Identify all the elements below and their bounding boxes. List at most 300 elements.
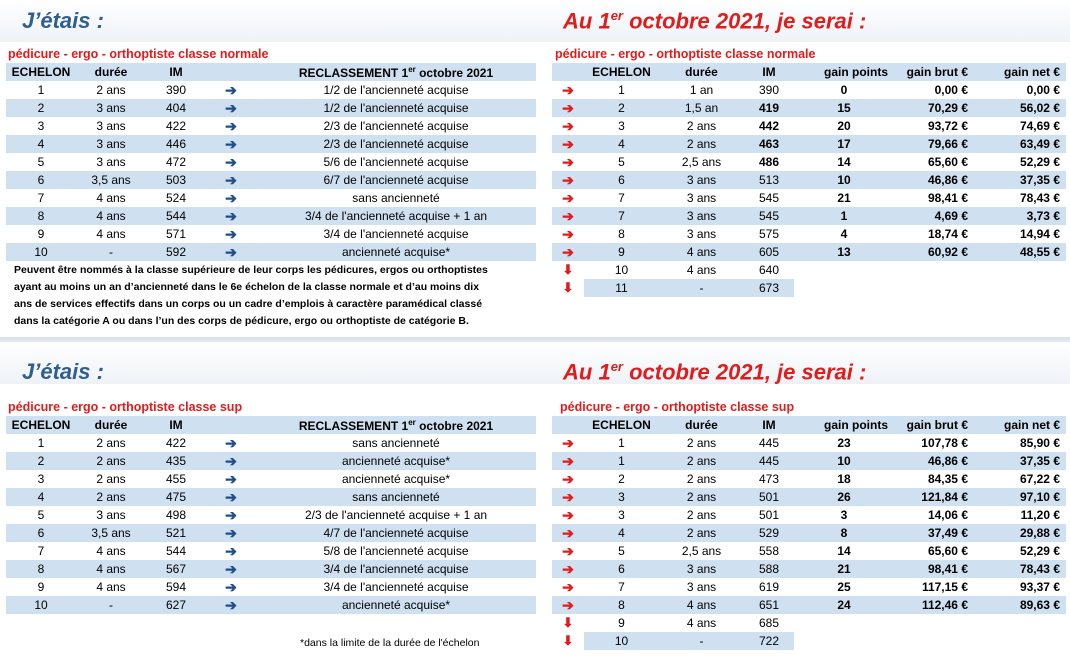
gain-brut-cell: 65,60 € [927,155,968,169]
right-arrow-icon: ➔ [225,560,237,577]
echelon-cell: 3 [37,472,45,486]
echelon-cell: 11 [615,281,628,295]
table-row [552,560,1066,578]
right-arrow-icon: ➔ [225,243,237,260]
im-cell: 442 [758,119,780,133]
reclassement-cell: 2/3 de l'ancienneté acquise [323,119,469,133]
column-header: ECHELON [592,418,651,432]
duree-cell: 2 ans [686,119,717,133]
im-cell: 567 [165,562,187,576]
table-row [6,560,536,578]
duree-cell: - [109,598,113,612]
column-header: durée [685,65,718,79]
table-row [6,470,536,488]
title-band [0,342,1070,384]
red-right-arrow-icon: ➔ [562,596,574,613]
column-header: RECLASSEMENT 1er octobre 2021 [298,417,494,433]
note-line: dans la catégorie A ou dans l’un des corps de pédicure, ergo ou orthoptiste de catégorie B. [14,315,469,327]
im-cell: 673 [758,281,780,295]
table-row [552,81,1066,99]
gain-net-cell: 74,69 € [1019,119,1060,133]
right-arrow-icon: ➔ [225,470,237,487]
red-right-arrow-icon: ➔ [562,225,574,242]
table-row [552,189,1066,207]
table-row [552,279,1066,297]
table-header [552,416,1066,434]
duree-cell: - [699,634,704,648]
column-header: ECHELON [592,65,651,79]
column-header: ECHELON [11,418,71,432]
right-arrow-icon: ➔ [225,189,237,206]
table-row [6,434,536,452]
im-cell: 455 [165,472,187,486]
gain-points-cell: 10 [837,454,851,468]
gain-brut-cell: 18,74 € [927,227,968,241]
gain-net-cell: 78,43 € [1019,562,1060,576]
gain-brut-cell [894,632,974,650]
im-cell: 558 [758,544,780,558]
table-row [6,596,536,614]
column-header: durée [94,418,128,432]
red-right-arrow-icon: ➔ [562,153,574,170]
duree-cell: 1,5 an [684,101,719,115]
gain-net-cell: 11,20 € [1020,508,1060,522]
table-row [552,452,1066,470]
im-cell: 651 [758,598,780,612]
gain-net-cell: 37,35 € [1019,173,1060,187]
echelon-cell: 2 [618,101,625,115]
footnote: *dans la limite de la durée de l'échelon [300,637,480,649]
echelon-cell: 10 [614,634,629,648]
red-right-arrow-icon: ➔ [562,243,574,260]
echelon-cell: 6 [618,173,625,187]
gain-points-cell: 14 [837,544,851,558]
im-cell: 513 [758,173,780,187]
gain-brut-cell: 46,86 € [927,454,968,468]
right-arrow-icon: ➔ [225,207,237,224]
table-row [552,524,1066,542]
red-down-arrow-icon: ⬇ [552,614,584,632]
im-cell: 422 [165,436,187,450]
echelon-cell: 4 [618,137,625,151]
im-cell: 472 [165,155,187,169]
table-row [552,434,1066,452]
table-row [6,452,536,470]
echelon-cell: 5 [618,155,625,169]
table-row [552,99,1066,117]
duree-cell: 2 ans [686,472,717,486]
red-right-arrow-icon: ➔ [562,578,574,595]
red-down-arrow-icon: ⬇ [552,279,584,297]
echelon-cell: 10 [34,245,48,259]
table-row [552,207,1066,225]
echelon-cell: 8 [618,598,625,612]
reclassement-cell: 3/4 de l'ancienneté acquise [323,562,469,576]
im-cell: 529 [758,526,780,540]
table-row [6,171,536,189]
echelon-cell: 7 [618,209,625,223]
echelon-cell: 7 [618,580,625,594]
echelon-cell: 1 [37,436,45,450]
duree-cell: 3 ans [686,209,717,223]
gain-brut-cell: 98,41 € [927,562,968,576]
duree-cell: 2 ans [96,454,126,468]
table-row [552,596,1066,614]
echelon-cell: 3 [618,508,625,522]
echelon-cell: 3 [618,119,625,133]
table-after [552,416,1066,650]
column-header: RECLASSEMENT 1er octobre 2021 [298,64,494,80]
gain-brut-cell: 98,41 € [927,191,968,205]
im-cell: 404 [165,101,187,115]
table-row [6,506,536,524]
im-cell: 685 [758,616,780,630]
column-header: gain points [824,65,888,79]
im-cell: 545 [758,191,780,205]
column-header: durée [685,418,718,432]
right-arrow-icon: ➔ [225,99,237,116]
column-header: gain points [824,418,888,432]
column-header: gain brut € [906,418,968,432]
im-cell: 419 [758,101,780,115]
note-line: ans de services effectifs dans un corps ou un cadre d’emplois à caractère paramédical classé [14,298,483,310]
echelon-cell: 4 [37,137,45,151]
red-right-arrow-icon: ➔ [562,171,574,188]
im-cell: 390 [165,83,187,97]
reclassement-cell: ancienneté acquise* [341,472,451,486]
duree-cell: 4 ans [686,598,717,612]
right-arrow-icon: ➔ [225,135,237,152]
column-header: IM [169,418,183,432]
duree-cell: 2 ans [686,436,717,450]
duree-cell: 3,5 ans [91,173,131,187]
table-row [552,171,1066,189]
im-cell: 640 [758,263,780,277]
gain-points-cell: 8 [840,526,848,540]
table-row [6,542,536,560]
duree-cell: 2,5 ans [681,155,722,169]
im-cell: 498 [165,508,187,522]
gain-brut-cell: 0,00 € [934,83,968,97]
echelon-cell: 2 [37,454,45,468]
reclassement-cell: 3/4 de l'ancienneté acquise + 1 an [304,209,488,223]
gain-points-cell [794,279,894,297]
echelon-cell: 1 [37,83,45,97]
right-arrow-icon: ➔ [225,542,237,559]
table-row [6,189,536,207]
echelon-cell: 2 [37,101,45,115]
table-row [552,225,1066,243]
gain-brut-cell: 93,72 € [927,119,968,133]
gain-brut-cell: 121,84 € [921,490,968,504]
gain-net-cell: 56,02 € [1019,101,1060,115]
echelon-cell: 8 [37,209,45,223]
reclassement-cell: 3/4 de l'ancienneté acquise [323,227,469,241]
gain-net-cell: 97,10 € [1019,490,1060,504]
echelon-cell: 1 [618,436,625,450]
im-cell: 463 [758,137,780,151]
gain-points-cell: 21 [837,562,851,576]
duree-cell: 4 ans [96,191,126,205]
reclassement-cell: 6/7 de l'ancienneté acquise [323,173,469,187]
red-right-arrow-icon: ➔ [562,488,574,505]
gain-brut-cell: 84,35 € [927,472,968,486]
duree-cell: 3 ans [96,119,126,133]
gain-brut-cell: 79,66 € [927,137,968,151]
duree-cell: 4 ans [686,245,717,259]
table-row [552,261,1066,279]
red-right-arrow-icon: ➔ [562,506,574,523]
echelon-cell: 4 [37,490,45,504]
gain-points-cell: 0 [840,83,848,97]
reclassement-cell: sans ancienneté [352,490,440,504]
gain-brut-cell: 46,86 € [927,173,968,187]
right-arrow-icon: ➔ [225,524,237,541]
column-header: gain net € [1003,418,1060,432]
echelon-cell: 6 [618,562,625,576]
table-row [552,542,1066,560]
column-header [206,416,256,434]
duree-cell: 4 ans [686,616,717,630]
table-after [552,63,1066,297]
gain-brut-cell: 4,69 € [934,209,968,223]
gain-points-cell: 17 [837,137,851,151]
gain-points-cell: 25 [837,580,851,594]
duree-cell: 2 ans [96,436,126,450]
echelon-cell: 1 [618,454,625,468]
gain-net-cell: 78,43 € [1019,191,1060,205]
gain-brut-cell: 65,60 € [927,544,968,558]
title-before: J’étais : [22,359,104,384]
table-row [552,135,1066,153]
table-row [6,207,536,225]
column-header: IM [762,418,776,432]
duree-cell: - [109,245,113,259]
red-right-arrow-icon: ➔ [562,524,574,541]
gain-net-cell: 29,88 € [1019,526,1060,540]
echelon-cell: 5 [618,544,625,558]
reclassement-cell: 1/2 de l'ancienneté acquise [323,83,469,97]
im-cell: 486 [758,155,780,169]
reclassement-cell: sans ancienneté [352,191,440,205]
im-cell: 445 [758,454,780,468]
duree-cell: 4 ans [96,562,126,576]
gain-brut-cell: 70,29 € [927,101,968,115]
table-before [6,416,536,614]
gain-net-cell [974,632,1066,650]
column-header: IM [169,65,183,79]
reclassement-cell: 2/3 de l'ancienneté acquise + 1 an [304,508,488,522]
gain-net-cell: 67,22 € [1019,472,1060,486]
column-header: gain brut € [906,65,968,79]
duree-cell: 2 ans [96,490,126,504]
im-cell: 524 [165,191,187,205]
table-row [552,243,1066,261]
im-cell: 521 [165,526,187,540]
gain-brut-cell: 60,92 € [927,245,968,259]
echelon-cell: 8 [618,227,625,241]
right-arrow-icon: ➔ [225,578,237,595]
im-cell: 575 [758,227,780,241]
red-right-arrow-icon: ➔ [562,135,574,152]
panel-classe-sup [0,342,1070,656]
duree-cell: 3 ans [96,137,126,151]
gain-points-cell: 13 [837,245,851,259]
im-cell: 544 [165,209,187,223]
im-cell: 627 [165,598,187,612]
table-row [552,153,1066,171]
im-cell: 545 [758,209,780,223]
red-right-arrow-icon: ➔ [562,99,574,116]
column-header: gain net € [1003,65,1060,79]
note-line: Peuvent être nommés à la classe supérieure de leur corps les pédicures, ergos ou orthoptistes [14,264,488,276]
table-row [6,578,536,596]
title-band [0,0,1070,42]
class-label-left: pédicure - ergo - orthoptiste classe sup [8,400,243,414]
echelon-cell: 3 [37,119,45,133]
duree-cell: 3 ans [686,580,717,594]
duree-cell: 4 ans [96,580,126,594]
echelon-cell: 10 [34,598,48,612]
column-header [552,63,584,81]
duree-cell: 3 ans [96,508,126,522]
reclassement-cell: ancienneté acquise* [341,454,451,468]
right-arrow-icon: ➔ [225,434,237,451]
echelon-cell: 5 [37,508,45,522]
echelon-cell: 2 [618,472,625,486]
right-arrow-icon: ➔ [225,171,237,188]
column-header: ECHELON [11,65,71,79]
red-down-arrow-icon: ⬇ [552,632,584,650]
right-arrow-icon: ➔ [225,596,237,613]
gain-points-cell: 24 [837,598,851,612]
red-right-arrow-icon: ➔ [562,560,574,577]
im-cell: 390 [758,83,780,97]
echelon-cell: 7 [618,191,625,205]
duree-cell: 2 ans [96,83,126,97]
echelon-cell: 3 [618,490,625,504]
echelon-cell: 9 [618,245,625,259]
gain-brut-cell [894,614,974,632]
table-before [6,63,536,261]
echelon-cell: 5 [37,155,45,169]
duree-cell: 3 ans [96,101,126,115]
reclassement-cell: 5/8 de l'ancienneté acquise [323,544,469,558]
gain-points-cell: 1 [840,209,848,223]
gain-net-cell: 93,37 € [1019,580,1060,594]
im-cell: 501 [758,508,780,522]
im-cell: 722 [758,634,780,648]
right-arrow-icon: ➔ [225,117,237,134]
red-right-arrow-icon: ➔ [562,81,574,98]
im-cell: 544 [165,544,187,558]
table-header [552,63,1066,81]
gain-points-cell [794,632,894,650]
class-label-right: pédicure - ergo - orthoptiste classe sup [560,400,795,414]
duree-cell: 2 ans [686,490,717,504]
duree-cell: 4 ans [96,227,126,241]
table-header [6,416,536,434]
table-row [6,524,536,542]
duree-cell: 4 ans [96,209,126,223]
red-right-arrow-icon: ➔ [562,542,574,559]
right-arrow-icon: ➔ [225,506,237,523]
im-cell: 446 [165,137,187,151]
reclassement-cell: ancienneté acquise* [341,245,451,259]
duree-cell: 2 ans [686,508,717,522]
gain-brut-cell [894,261,974,279]
table-row [6,153,536,171]
echelon-cell: 6 [37,526,45,540]
table-row [6,243,536,261]
red-right-arrow-icon: ➔ [562,434,574,451]
gain-net-cell [974,261,1066,279]
note-promotion [14,262,488,330]
table-row [552,614,1066,632]
gain-points-cell: 21 [837,191,851,205]
im-cell: 445 [758,436,780,450]
gain-net-cell: 63,49 € [1019,137,1060,151]
duree-cell: 3 ans [686,227,717,241]
gain-points-cell [794,261,894,279]
gain-points-cell [794,614,894,632]
duree-cell: 4 ans [686,263,717,277]
column-header: IM [762,65,776,79]
duree-cell: 4 ans [96,544,126,558]
echelon-cell: 9 [618,616,625,630]
echelon-cell: 6 [37,173,45,187]
echelon-cell: 9 [37,580,45,594]
gain-points-cell: 20 [837,119,851,133]
class-label-left: pédicure - ergo - orthoptiste classe normale [8,47,269,61]
duree-cell: 3 ans [686,562,717,576]
reclassement-cell: sans ancienneté [352,436,440,450]
column-header: durée [94,65,128,79]
im-cell: 588 [758,562,780,576]
im-cell: 594 [165,580,187,594]
right-arrow-icon: ➔ [225,452,237,469]
right-arrow-icon: ➔ [225,488,237,505]
red-down-arrow-icon: ⬇ [552,261,584,279]
reclassement-cell: 3/4 de l'ancienneté acquise [323,580,469,594]
im-cell: 501 [758,490,780,504]
echelon-cell: 10 [614,263,629,277]
gain-net-cell: 14,94 € [1019,227,1060,241]
gain-points-cell: 3 [840,508,848,522]
gain-net-cell: 89,63 € [1019,598,1060,612]
im-cell: 619 [758,580,780,594]
echelon-cell: 4 [618,526,625,540]
title-after: Au 1er octobre 2021, je serai : [563,359,867,385]
im-cell: 571 [165,227,187,241]
column-header [552,416,584,434]
gain-points-cell: 10 [837,173,851,187]
gain-brut-cell: 14,06 € [927,508,968,522]
gain-points-cell: 26 [837,490,851,504]
im-cell: 422 [165,119,187,133]
right-arrow-icon: ➔ [225,225,237,242]
table-header [6,63,536,81]
red-right-arrow-icon: ➔ [562,207,574,224]
im-cell: 435 [165,454,187,468]
echelon-cell: 7 [37,544,45,558]
gain-net-cell: 52,29 € [1019,155,1060,169]
class-label-right: pédicure - ergo - orthoptiste classe normale [555,47,816,61]
duree-cell: 1 an [689,83,714,97]
red-right-arrow-icon: ➔ [562,117,574,134]
duree-cell: 3 ans [686,191,717,205]
gain-brut-cell: 37,49 € [927,526,968,540]
